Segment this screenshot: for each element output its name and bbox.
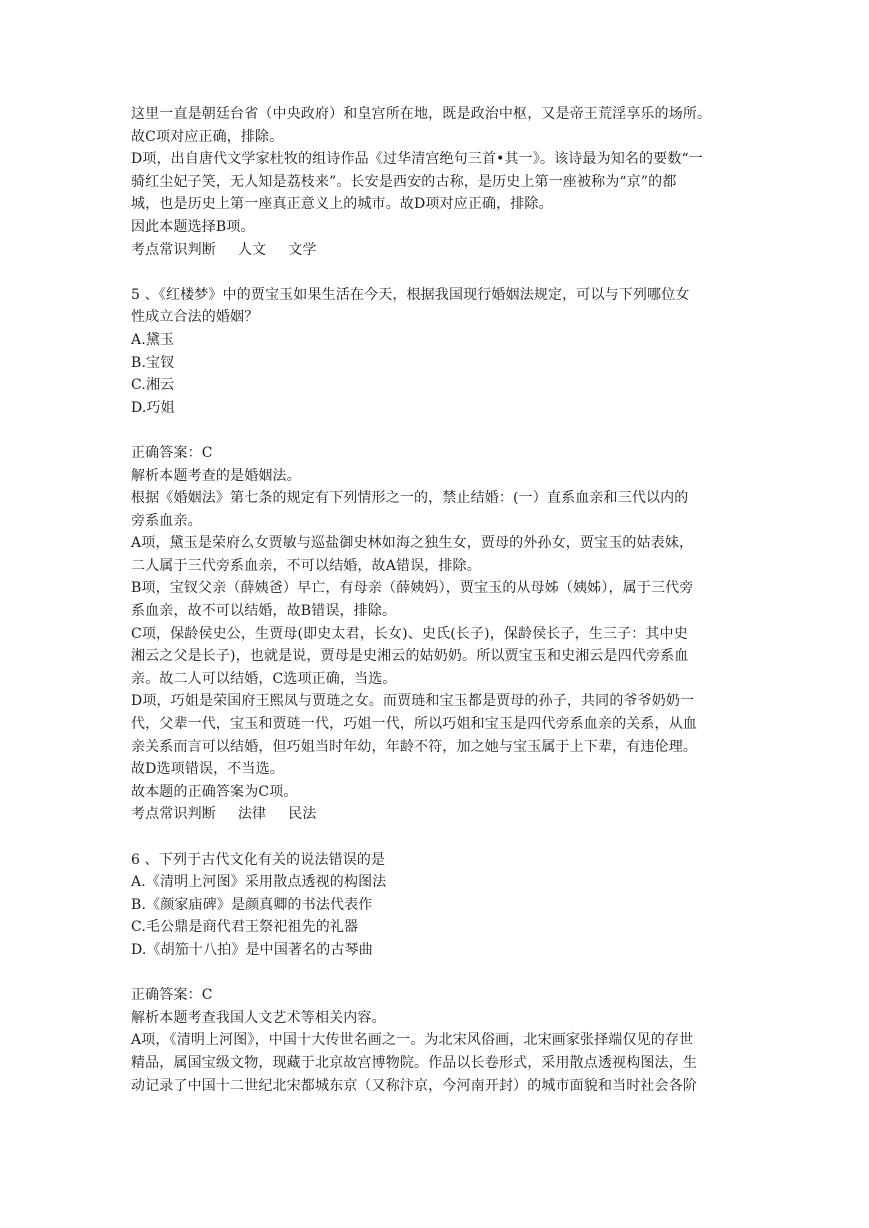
text-line: 骑红尘妃子笑，无人知是荔枝来”。长安是西安的古称，是历史上第一座被称为“京”的都 (131, 173, 677, 190)
text-line: 因此本题选择B项。 (131, 218, 255, 235)
analysis-line: C项，保龄侯史公，生贾母(即史太君，长女)、史氏(长子)，保龄侯长子，生三子：其中史 (131, 625, 688, 642)
text-line: 城，也是历史上第一座真正意义上的城市。故D项对应正确，排除。 (131, 196, 553, 213)
tag-category: 考点常识判断 (131, 241, 216, 258)
tag-topic: 民法 (288, 806, 317, 823)
option-b: B.宝钗 (131, 354, 175, 371)
analysis-line: A项，《清明上河图》，中国十大传世名画之一。为北宋风俗画，北宋画家张择端仅见的存世 (131, 1032, 694, 1049)
prev-topic-tags (131, 239, 843, 262)
option-a: A.《清明上河图》采用散点透视的构图法 (131, 874, 387, 891)
option-a: A.黛玉 (131, 331, 175, 348)
prev-explanation (131, 103, 843, 239)
analysis-line: 解析本题考查我国人文艺术等相关内容。 (131, 1009, 386, 1026)
question-5 (131, 284, 843, 826)
text-line: 故C项对应正确，排除。 (131, 128, 284, 145)
analysis-line: 根据《婚姻法》第七条的规定有下列情形之一的，禁止结婚：(一）直系血亲和三代以内的 (131, 490, 689, 507)
analysis-line: 湘云之父是长子)，也就是说，贾母是史湘云的姑奶奶。所以贾宝玉和史湘云是四代旁系血 (131, 648, 689, 665)
analysis-line: D项，巧姐是荣国府王熙凤与贾琏之女。而贾琏和宝玉都是贾母的孙子，共同的爷爷奶奶一 (131, 693, 695, 710)
analysis-line: 动记录了中国十二世纪北宋都城东京（又称汴京，今河南开封）的城市面貌和当时社会各阶 (131, 1077, 697, 1094)
analysis-line: 精品，属国宝级文物，现藏于北京故宫博物院。作品以长卷形式，采用散点透视构图法，生 (131, 1054, 697, 1071)
tag-topic: 文学 (288, 241, 317, 258)
analysis-line: 二人属于三代旁系血亲，不可以结婚，故A错误，排除。 (131, 557, 481, 574)
option-c: C.毛公鼎是商代君王祭祀祖先的礼器 (131, 919, 359, 936)
analysis-line: A项，黛玉是荣府么女贾敏与巡盐御史林如海之独生女，贾母的外孙女，贾宝玉的姑表妹， (131, 535, 694, 552)
analysis-line: 代，父辈一代，宝玉和贾琏一代，巧姐一代，所以巧姐和宝玉是四代旁系血亲的关系，从血 (131, 716, 697, 733)
option-c: C.湘云 (131, 377, 175, 394)
analysis-line: 亲关系而言可以结婚，但巧姐当时年幼，年龄不符，加之她与宝玉属于上下辈，有违伦理。 (131, 738, 697, 755)
tag-category: 考点常识判断 (131, 806, 216, 823)
topic-tags (131, 803, 843, 826)
text-line: D项，出自唐代文学家杜牧的组诗作品《过华清宫绝句三首•其一》。该诗最为知名的要数“一 (131, 151, 703, 168)
question-stem: 性成立合法的婚姻？ (131, 309, 259, 326)
document-body (131, 103, 843, 1097)
option-b: B.《颜家庙碑》是颜真卿的书法代表作 (131, 896, 373, 913)
analysis-line: B项，宝钗父亲（薛姨爸）早亡，有母亲（薛姨妈），贾宝玉的从母姊（姨姊），属于三代旁 (131, 580, 694, 597)
text-line: 这里一直是朝廷台省（中央政府）和皇宫所在地，既是政治中枢，又是帝王荒淫享乐的场所。 (131, 106, 712, 122)
analysis-line: 亲。故二人可以结婚，C选项正确，当选。 (131, 670, 397, 687)
option-d: D.巧姐 (131, 399, 175, 416)
analysis-line: 旁系血亲。 (131, 512, 202, 529)
correct-answer: 正确答案：C (131, 444, 213, 461)
question-stem: 5 、《红楼梦》中的贾宝玉如果生活在今天，根据我国现行婚姻法规定，可以与下列哪位女 (131, 286, 690, 303)
question-stem: 6 、下列于古代文化有关的说法错误的是 (131, 851, 386, 868)
tag-subject: 法律 (237, 806, 267, 823)
correct-answer: 正确答案：C (131, 987, 213, 1004)
analysis-line: 故D选项错误，不当选。 (131, 761, 284, 778)
question-6 (131, 849, 843, 1098)
tag-subject: 人文 (237, 241, 267, 258)
analysis-line: 解析本题考查的是婚姻法。 (131, 467, 301, 484)
analysis-line: 故本题的正确答案为C项。 (131, 783, 298, 800)
analysis-line: 系血亲，故不可以结婚，故B错误，排除。 (131, 603, 397, 620)
option-d: D.《胡笳十八拍》是中国著名的古琴曲 (131, 941, 373, 958)
